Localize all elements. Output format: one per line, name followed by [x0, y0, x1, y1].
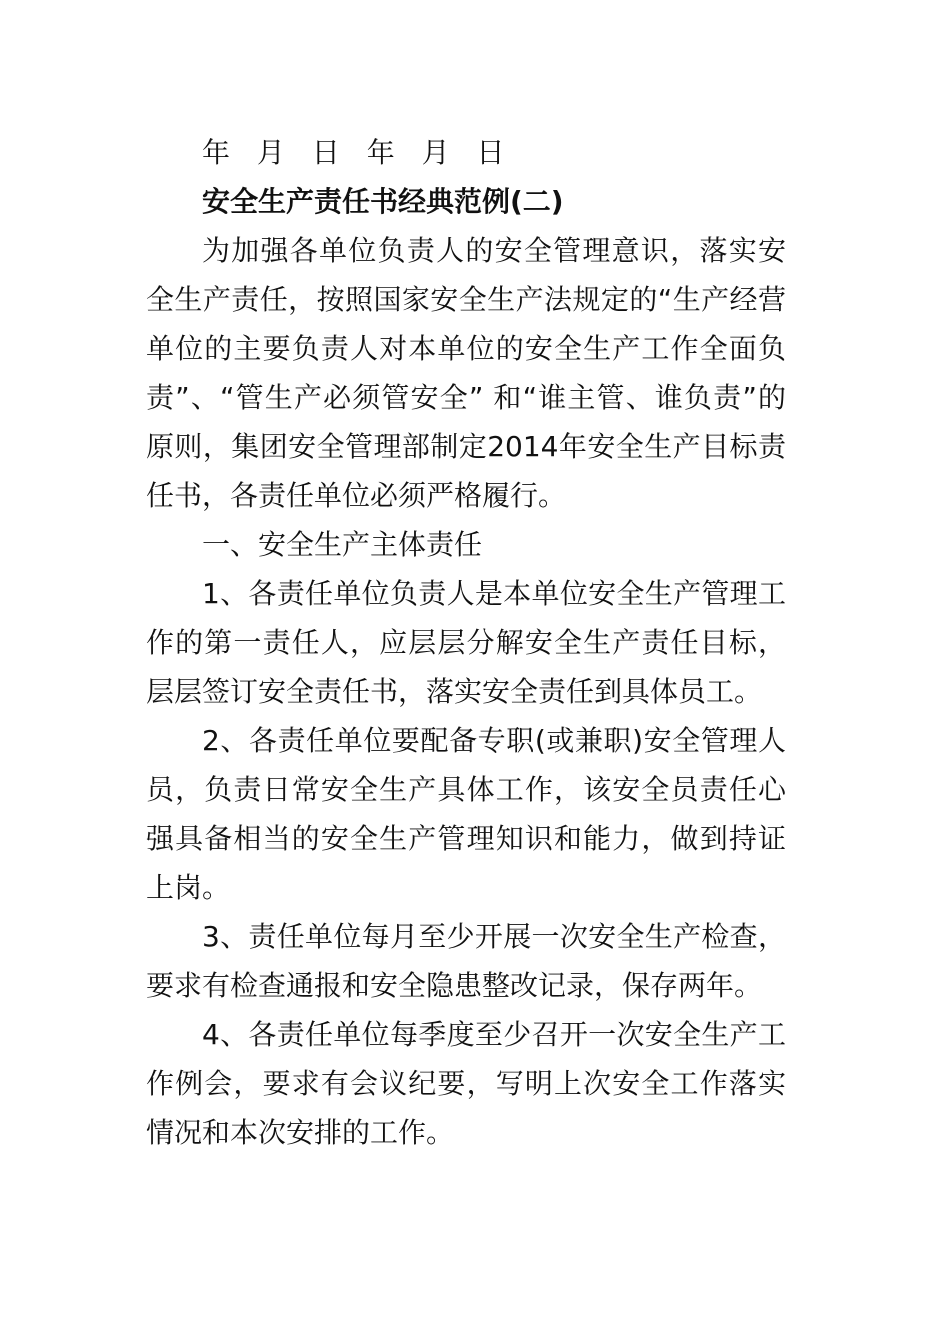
document-title: 安全生产责任书经典范例(二)	[202, 185, 564, 218]
clause-3: 3、责任单位每月至少开展一次安全生产检查，要求有检查通报和安全隐患整改记录，保存两年。	[146, 920, 786, 1002]
section-heading: 一、安全生产主体责任	[202, 528, 483, 561]
intro-paragraph: 为加强各单位负责人的安全管理意识，落实安全生产责任，按照国家安全生产法规定的“生产经营单位的主要负责人对本单位的安全生产工作全面负责”、“管生产必须管安全” 和“谁主管、谁负责”的原则，集团安全管理部制定2014年安全生产目标责任书，各责任单位必须严格履行。	[146, 234, 786, 512]
document-body	[146, 128, 786, 1157]
clause-4: 4、各责任单位每季度至少召开一次安全生产工作例会，要求有会议纪要，写明上次安全工作落实情况和本次安排的工作。	[146, 1018, 786, 1149]
clause-2: 2、各责任单位要配备专职(或兼职)安全管理人员，负责日常安全生产具体工作，该安全员责任心强具备相当的安全生产管理知识和能力，做到持证上岗。	[146, 724, 786, 904]
clause-1: 1、各责任单位负责人是本单位安全生产管理工作的第一责任人，应层层分解安全生产责任目标，层层签订安全责任书，落实安全责任到具体员工。	[146, 577, 786, 708]
date-line: 年 月 日 年 月 日	[202, 136, 514, 169]
